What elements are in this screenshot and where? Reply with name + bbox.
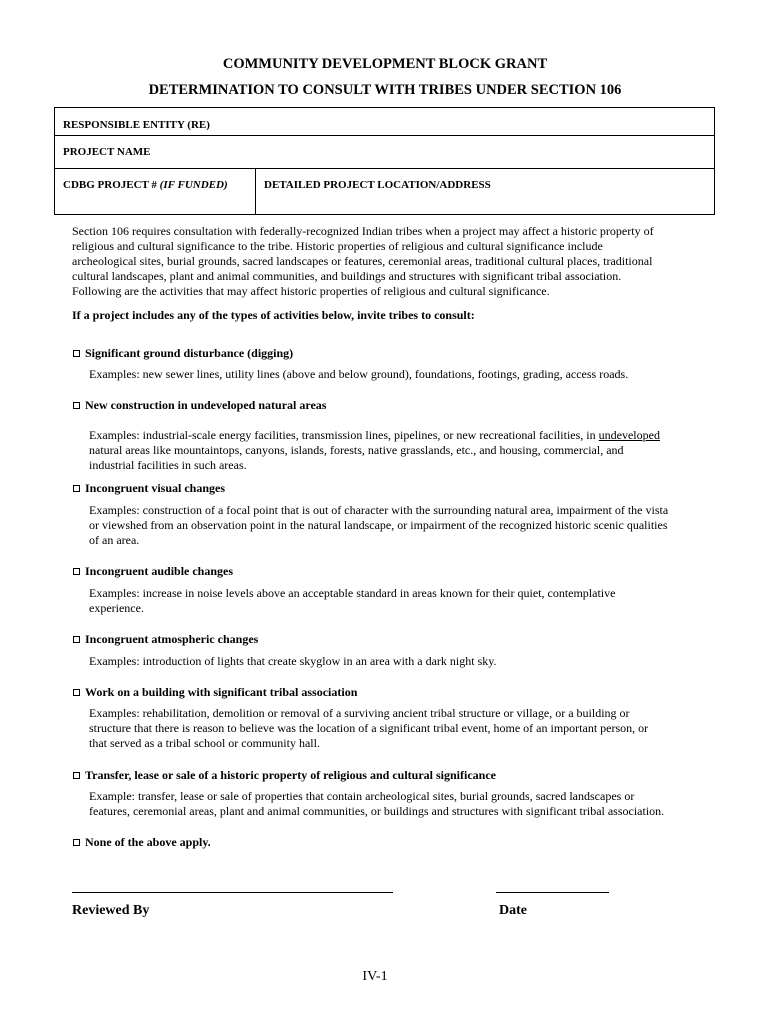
checkbox[interactable] bbox=[73, 350, 80, 357]
table-divider-2 bbox=[54, 168, 715, 169]
item-audible-changes[interactable]: Incongruent audible changes bbox=[73, 564, 233, 579]
intro-paragraph bbox=[72, 224, 712, 299]
project-name-field[interactable]: PROJECT NAME bbox=[63, 146, 151, 158]
responsible-entity-field[interactable]: RESPONSIBLE ENTITY (RE) bbox=[63, 119, 210, 131]
item-visual-changes-examples: Examples: construction of a focal point that is out of character with the surrounding natural area, impairment of the vista or viewshed from an observation point in the natural landscape, or impairment of the recognized historic scenic qualities of an area. bbox=[89, 503, 669, 547]
item-transfer-lease-sale[interactable]: Transfer, lease or sale of a historic property of religious and cultural significance bbox=[73, 768, 496, 783]
intro-line: archeological sites, burial grounds, sacred landscapes or features, ceremonial areas, traditional cultural places, traditional bbox=[72, 254, 653, 268]
cdbg-project-number-field[interactable] bbox=[63, 179, 228, 191]
checkbox[interactable] bbox=[73, 839, 80, 846]
table-divider-1 bbox=[54, 135, 715, 136]
item-new-construction[interactable]: New construction in undeveloped natural areas bbox=[73, 398, 326, 413]
table-border-top bbox=[54, 107, 715, 108]
form-title: COMMUNITY DEVELOPMENT BLOCK GRANT bbox=[222, 56, 548, 72]
intro-line: cultural landscapes, plant and animal communities, and buildings and structures with significant tribal association. bbox=[72, 269, 622, 283]
item-none-apply[interactable]: None of the above apply. bbox=[73, 835, 211, 850]
item-new-construction-examples: Examples: industrial-scale energy facilities, transmission lines, pipelines, or new recreational facilities, in undeveloped natural areas like mountaintops, canyons, islands, forests, native grasslands, etc., and housing, commercial, and industrial facilities in such areas. bbox=[89, 428, 660, 472]
table-border-right bbox=[714, 107, 715, 215]
cdbg-project-qualifier: (IF FUNDED) bbox=[159, 179, 228, 191]
item-atmospheric-changes[interactable]: Incongruent atmospheric changes bbox=[73, 632, 258, 647]
reviewed-by-signature-line[interactable] bbox=[72, 892, 393, 893]
item-ground-disturbance[interactable]: Significant ground disturbance (digging) bbox=[73, 346, 293, 361]
checkbox[interactable] bbox=[73, 568, 80, 575]
intro-line: religious and cultural significance to the tribe. Historic properties of religious and cultural significance include bbox=[72, 239, 603, 253]
item-tribal-building[interactable]: Work on a building with significant tribal association bbox=[73, 685, 357, 700]
checkbox[interactable] bbox=[73, 485, 80, 492]
item-tribal-building-examples: Examples: rehabilitation, demolition or removal of a surviving ancient tribal structure or village, or a building or structure that there is reason to believe was the location of a significant tribal event, home of an important person, or that served as a tribal school or community hall. bbox=[89, 706, 649, 750]
checkbox[interactable] bbox=[73, 772, 80, 779]
table-border-left bbox=[54, 107, 55, 215]
page-number: IV-1 bbox=[362, 969, 388, 984]
checkbox[interactable] bbox=[73, 689, 80, 696]
instruction-text: If a project includes any of the types of activities below, invite tribes to consult: bbox=[72, 308, 475, 322]
item-visual-changes[interactable]: Incongruent visual changes bbox=[73, 481, 225, 496]
date-signature-line[interactable] bbox=[496, 892, 609, 893]
item-atmospheric-changes-examples: Examples: introduction of lights that create skyglow in an area with a dark night sky. bbox=[89, 654, 497, 668]
intro-line: Following are the activities that may affect historic properties of religious and cultural significance. bbox=[72, 284, 550, 298]
item-audible-changes-examples: Examples: increase in noise levels above an acceptable standard in areas known for their quiet, contemplative experience. bbox=[89, 586, 616, 615]
checkbox[interactable] bbox=[73, 636, 80, 643]
cdbg-project-label: CDBG PROJECT # bbox=[63, 179, 160, 191]
checkbox[interactable] bbox=[73, 402, 80, 409]
item-ground-disturbance-examples: Examples: new sewer lines, utility lines (above and below ground), foundations, footings, grading, access roads. bbox=[89, 367, 629, 381]
reviewed-by-label: Reviewed By bbox=[72, 903, 150, 918]
project-location-field[interactable]: DETAILED PROJECT LOCATION/ADDRESS bbox=[264, 179, 491, 191]
table-divider-vertical bbox=[255, 168, 256, 215]
table-border-bottom bbox=[54, 214, 715, 215]
form-subtitle: DETERMINATION TO CONSULT WITH TRIBES UNDER SECTION 106 bbox=[148, 82, 622, 98]
item-transfer-lease-sale-examples: Example: transfer, lease or sale of properties that contain archeological sites, burial grounds, sacred landscapes or features, ceremonial areas, plant and animal communities, or buildings and structures with significant tribal association. bbox=[89, 789, 665, 818]
intro-line: Section 106 requires consultation with federally-recognized Indian tribes when a project may affect a historic property of bbox=[72, 224, 654, 238]
date-label: Date bbox=[499, 903, 527, 918]
